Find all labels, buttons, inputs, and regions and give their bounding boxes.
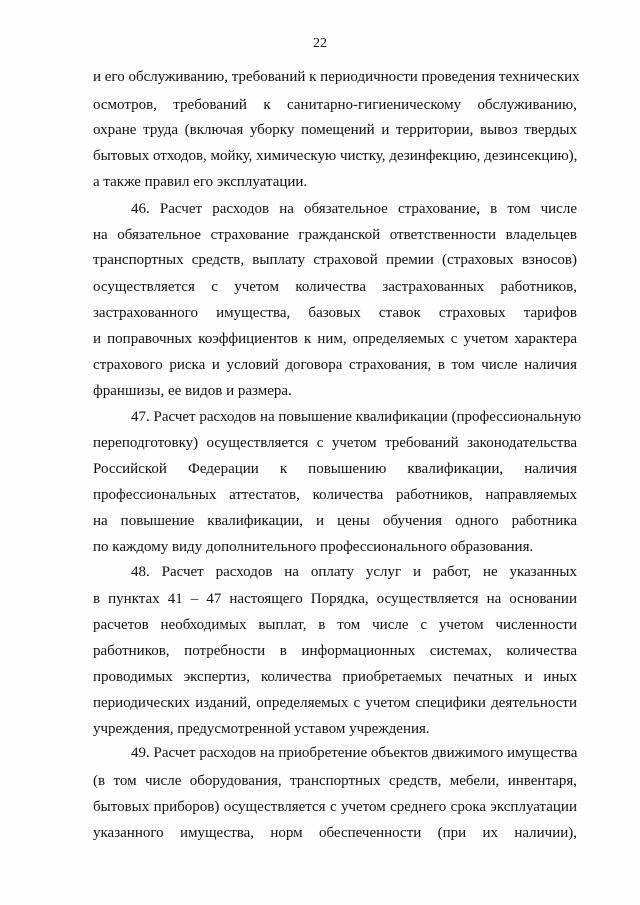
text-line: осуществляется с учетом количества застрахованных работников, <box>93 279 577 295</box>
text-line: периодических изданий, определяемых с учетом специфики деятельности <box>93 695 577 711</box>
text-line: застрахованного имущества, базовых ставок страховых тарифов <box>93 305 577 321</box>
text-line: охране труда (включая уборку помещений и территории, вывоз твердых <box>93 122 577 138</box>
text-line: а также правил его эксплуатации. <box>93 174 308 190</box>
text-line: транспортных средств, выплату страховой премии (страховых взносов) <box>93 252 577 268</box>
text-line: (в том числе оборудования, транспортных средств, мебели, инвентаря, <box>93 773 577 789</box>
page-number: 22 <box>313 36 327 51</box>
paragraph-48-start: 48. Расчет расходов на оплату услуг и работ, не указанных <box>131 564 577 580</box>
paragraph-47-start: 47. Расчет расходов на повышение квалификации (профессиональную <box>131 409 581 425</box>
text-line: бытовых отходов, мойку, химическую чистку, дезинфекцию, дезинсекцию), <box>93 148 578 164</box>
text-line: на обязательное страхование гражданской ответственности владельцев <box>93 227 577 243</box>
text-line: страхового риска и условий договора страхования, в том числе наличия <box>93 357 577 373</box>
text-line: Российской Федерации к повышению квалификации, наличия <box>93 461 577 477</box>
text-line: профессиональных аттестатов, количества работников, направляемых <box>93 487 577 503</box>
text-line: и его обслуживанию, требований к периодичности проведения технических <box>93 69 580 85</box>
text-line: бытовых приборов) осуществляется с учетом среднего срока эксплуатации <box>93 799 577 815</box>
text-line: указанного имущества, норм обеспеченности (при их наличии), <box>93 825 577 841</box>
text-line: расчетов необходимых выплат, в том числе с учетом численности <box>93 617 577 633</box>
text-line: осмотров, требований к санитарно-гигиеническому обслуживанию, <box>93 97 577 113</box>
text-line: переподготовку) осуществляется с учетом требований законодательства <box>93 435 577 451</box>
text-line: на повышение квалификации, и цены обучения одного работника <box>93 513 577 529</box>
text-line: учреждения, предусмотренной уставом учреждения. <box>93 721 430 737</box>
text-line: работников, потребности в информационных системах, количества <box>93 643 577 659</box>
text-line: и поправочных коэффициентов к ним, определяемых с учетом характера <box>93 331 577 347</box>
text-line: франшизы, ее видов и размера. <box>93 383 292 399</box>
paragraph-49-start: 49. Расчет расходов на приобретение объектов движимого имущества <box>131 745 578 761</box>
paragraph-46-start: 46. Расчет расходов на обязательное страхование, в том числе <box>131 201 577 217</box>
text-line: в пунктах 41 – 47 настоящего Порядка, осуществляется на основании <box>93 591 577 607</box>
text-line: проводимых экспертиз, количества приобретаемых печатных и иных <box>93 669 577 685</box>
text-line: по каждому виду дополнительного профессионального образования. <box>93 539 534 555</box>
